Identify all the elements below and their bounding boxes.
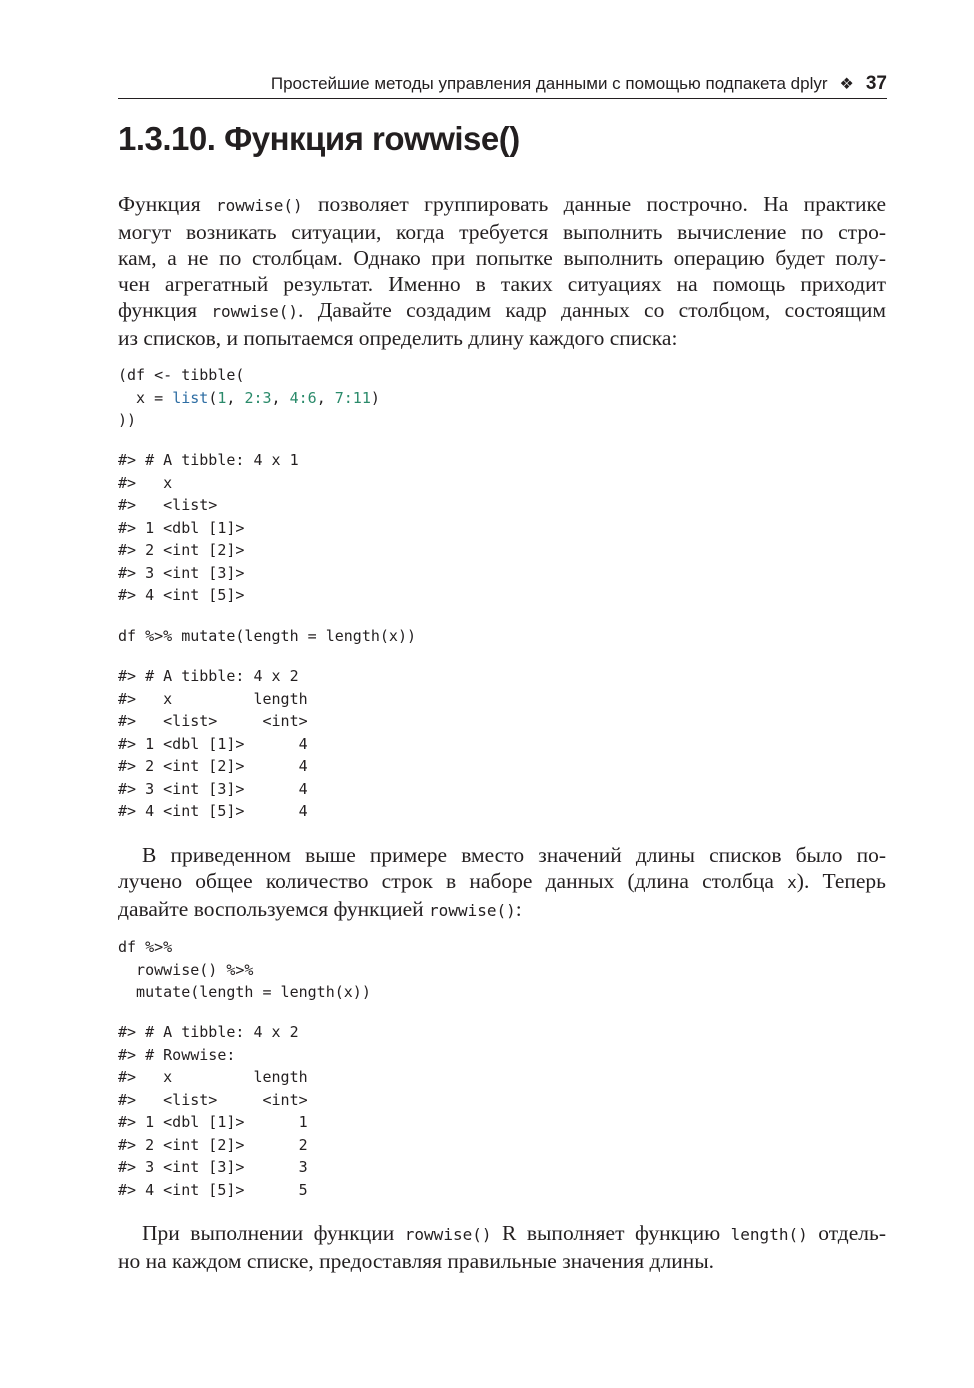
page-number: 37 bbox=[865, 73, 887, 94]
text-line: В приведенном выше примере вместо значений длины списков было по- bbox=[142, 843, 886, 867]
paragraph-explanation bbox=[118, 842, 886, 924]
page-header bbox=[118, 70, 887, 99]
code-block-rowwise: df %>% rowwise() %>% mutate(length = length(x)) bbox=[118, 938, 371, 1001]
text-line: чен агрегатный результат. Именно в таких ситуациях на помощь приходит bbox=[118, 272, 886, 296]
text-line: могут возникать ситуации, когда требуется выполнить вычисление по стро- bbox=[118, 220, 886, 244]
text-line: кам, а не по столбцам. Однако при попытке выполнить операцию будет полу- bbox=[118, 246, 886, 270]
text-line: давайте воспользуемся функцией rowwise(): bbox=[118, 897, 522, 921]
ornament-icon: ❖ bbox=[839, 76, 854, 93]
text-line: лучено общее количество строк в наборе данных (длина столбца x). Теперь bbox=[118, 869, 886, 893]
paragraph-conclusion bbox=[118, 1220, 886, 1274]
code-block-mutate: df %>% mutate(length = length(x)) bbox=[118, 627, 417, 645]
code-output-mutate: #> # A tibble: 4 x 2 #> x length #> <list> <int> #> 1 <dbl [1]> 4 #> 2 <int [2]> 4 #> 3 <int [3]> 4 #> 4 <int [5]> 4 bbox=[118, 667, 308, 820]
text-line: из списков, и попытаемся определить длину каждого списка: bbox=[118, 326, 678, 350]
paragraph-intro bbox=[118, 191, 886, 351]
text-line: функция rowwise(). Давайте создадим кадр данных со столбцом, состоящим bbox=[118, 298, 886, 322]
text-line: При выполнении функции rowwise() R выполняет функцию length() отдель- bbox=[142, 1221, 886, 1245]
code-block-create-df: (df <- tibble( x = list(1, 2:3, 4:6, 7:11) )) bbox=[118, 366, 380, 429]
text-line: но на каждом списке, предоставляя правильные значения длины. bbox=[118, 1249, 715, 1273]
section-title: 1.3.10. Функция rowwise() bbox=[118, 120, 520, 157]
running-title: Простейшие методы управления данными с помощью подпакета dplyr bbox=[270, 74, 828, 93]
code-output-rowwise: #> # A tibble: 4 x 2 #> # Rowwise: #> x length #> <list> <int> #> 1 <dbl [1]> 1 #> 2 <int [2]> 2 #> 3 <int [3]> 3 #> 4 <int [5]> 5 bbox=[118, 1023, 308, 1199]
code-output-tibble: #> # A tibble: 4 x 1 #> x #> <list> #> 1 <dbl [1]> #> 2 <int [2]> #> 3 <int [3]> #> 4 <int [5]> bbox=[118, 451, 299, 604]
text-line: Функция rowwise() позволяет группировать данные построчно. На практике bbox=[118, 192, 886, 216]
